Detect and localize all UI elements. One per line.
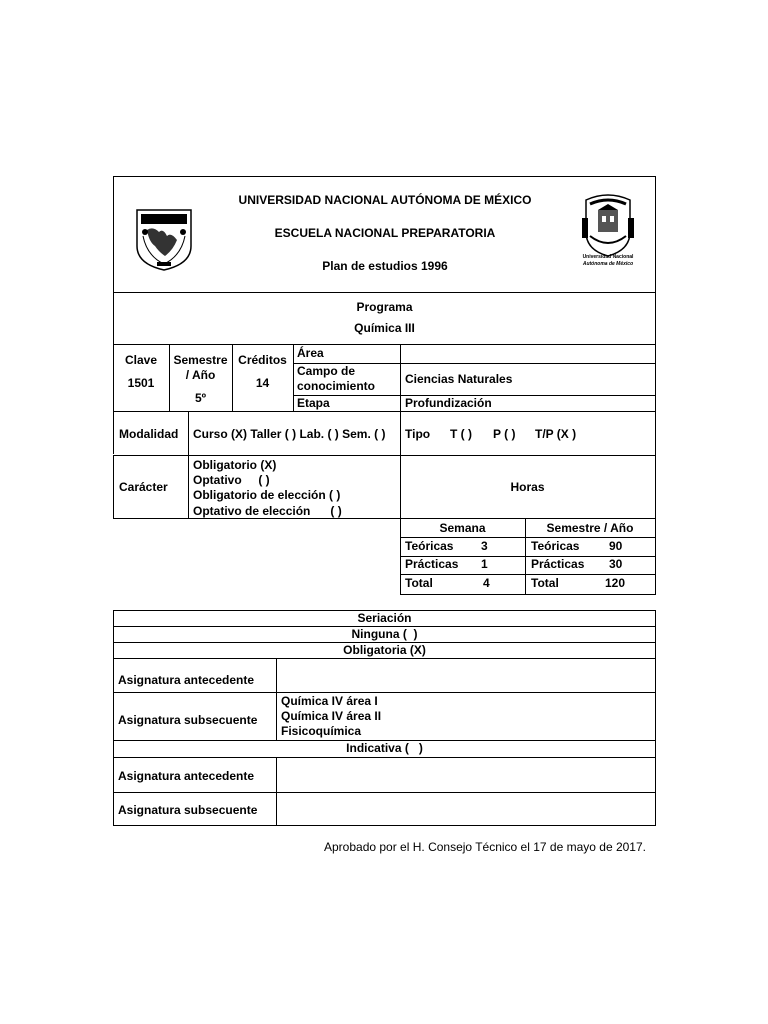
caracter-option: Obligatorio de elección ( ): [193, 488, 341, 502]
approval-note: Aprobado por el H. Consejo Técnico el 17 de mayo de 2017.: [324, 840, 646, 854]
seriacion-obligatoria: Obligatoria (X): [343, 643, 426, 657]
subsecuente-label: Asignatura subsecuente: [118, 713, 258, 727]
clave-label: Clave: [124, 353, 158, 367]
teoricas-label-2: Teóricas: [531, 539, 580, 553]
total-label: Total: [405, 576, 433, 590]
horas-label: Horas: [510, 480, 545, 494]
caracter-label: Carácter: [119, 480, 168, 494]
subsecuente-value: Fisicoquímica: [281, 724, 362, 738]
practicas-semestre: 30: [609, 557, 623, 571]
semestre-label-1: Semestre: [173, 353, 228, 367]
area-label: Área: [297, 346, 324, 360]
modalidad-value: Curso (X) Taller ( ) Lab. ( ) Sem. ( ): [193, 427, 386, 441]
tipo-tp: T/P (X ): [535, 427, 577, 441]
campo-label-2: conocimiento: [297, 379, 376, 393]
total-semestre: 120: [605, 576, 626, 590]
etapa-value: Profundización: [405, 396, 492, 410]
caracter-option: Optativo de elección ( ): [193, 504, 342, 518]
seriacion-ninguna: Ninguna ( ): [351, 627, 418, 641]
total-label-2: Total: [531, 576, 559, 590]
teoricas-semestre: 90: [609, 539, 623, 553]
university-title: UNIVERSIDAD NACIONAL AUTÓNOMA DE MÉXICO: [238, 193, 532, 207]
unam-shield-logo: [133, 206, 195, 272]
antecedente-label-2: Asignatura antecedente: [118, 769, 255, 783]
campo-label-1: Campo de: [297, 364, 356, 378]
tipo-p: P ( ): [493, 427, 516, 441]
campo-value: Ciencias Naturales: [405, 372, 513, 386]
tipo-label: Tipo: [405, 427, 431, 441]
modalidad-label: Modalidad: [119, 427, 179, 441]
antecedente-label: Asignatura antecedente: [118, 673, 255, 687]
logo-caption-line-2: Autónoma de México: [582, 261, 634, 267]
practicas-label-2: Prácticas: [531, 557, 585, 571]
tipo-t: T ( ): [450, 427, 472, 441]
caracter-option: Optativo ( ): [193, 473, 270, 487]
semestre-label-2: / Año: [185, 368, 216, 382]
caracter-option: Obligatorio (X): [193, 458, 277, 472]
seriacion-title: Seriación: [357, 611, 412, 625]
clave-value: 1501: [127, 376, 155, 390]
etapa-label: Etapa: [297, 396, 330, 410]
subsecuente-value: Química IV área II: [281, 709, 382, 723]
practicas-semana: 1: [481, 557, 488, 571]
teoricas-semana: 3: [481, 539, 488, 553]
subsecuente-value: Química IV área I: [281, 694, 378, 708]
subsecuente-label-2: Asignatura subsecuente: [118, 803, 258, 817]
enp-shield-logo: [578, 192, 638, 272]
semana-header: Semana: [439, 521, 486, 535]
program-name: Química III: [354, 321, 415, 335]
plan-title: Plan de estudios 1996: [322, 259, 448, 273]
semestre-value: 5º: [194, 391, 207, 405]
practicas-label: Prácticas: [405, 557, 459, 571]
creditos-label: Créditos: [238, 353, 287, 367]
school-title: ESCUELA NACIONAL PREPARATORIA: [274, 226, 496, 240]
teoricas-label: Teóricas: [405, 539, 454, 553]
seriacion-indicativa: Indicativa ( ): [346, 741, 423, 755]
logo-caption-line-1: Universidad Nacional: [582, 254, 634, 260]
total-semana: 4: [483, 576, 490, 590]
creditos-value: 14: [255, 376, 270, 390]
program-label: Programa: [356, 300, 413, 314]
semestre-header: Semestre / Año: [546, 521, 634, 535]
